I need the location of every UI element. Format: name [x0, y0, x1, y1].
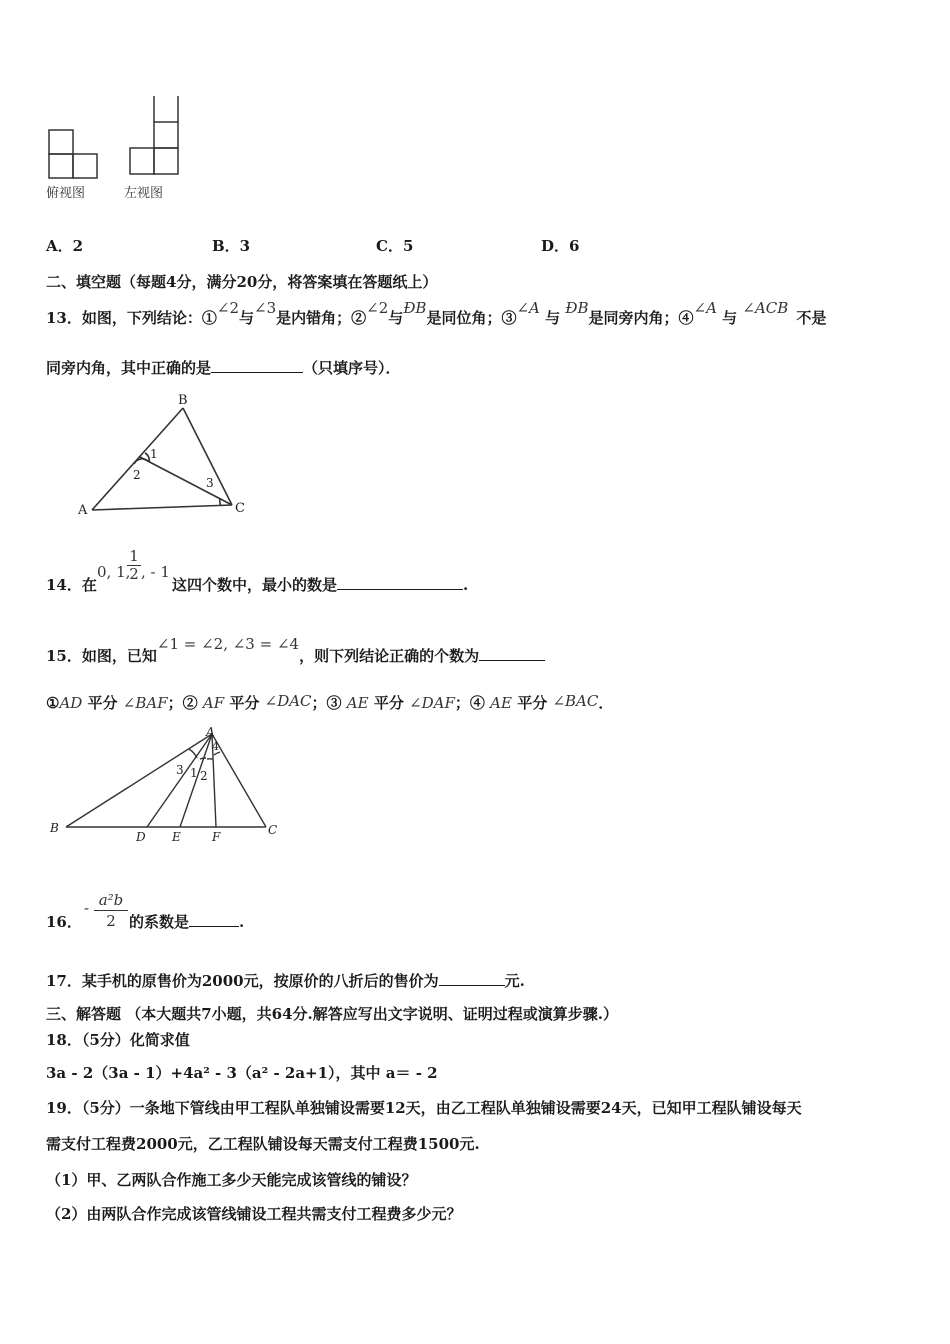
q13-line1: 13．如图，下列结论：①∠2与∠3是内错角；②∠2与ÐB是同位角；③∠A 与 ÐB是同旁内角；④∠A 与 ∠ACB不是: [46, 299, 827, 327]
q15-line1: 15．如图，已知∠1 = ∠2, ∠3 = ∠4，则下列结论正确的个数为: [46, 646, 545, 666]
angle-4: 4: [212, 740, 219, 753]
q19-sub2: （2）由两队合作完成该管线铺设工程共需支付工程费多少元？: [46, 1205, 462, 1223]
section-2-title: 二、填空题（每题4分，满分20分，将答案填在答题纸上）: [46, 273, 438, 291]
answer-blank[interactable]: [337, 575, 463, 590]
q16-text: 的系数是 .: [129, 913, 245, 931]
answer-blank[interactable]: [211, 358, 303, 373]
q19-line1: 19．（5分）一条地下管线由甲工程队单独铺设需要12天，由乙工程队单独铺设需要24天，已知甲工程队铺设每天: [46, 1099, 802, 1117]
answer-blank[interactable]: [439, 971, 505, 986]
option-b: B．3: [212, 237, 251, 255]
option-a: A．2: [46, 237, 84, 255]
label-D: D: [136, 830, 146, 844]
q17: 17．某手机的原售价为2000元，按原价的八折后的售价为 元.: [46, 972, 525, 990]
q14-text: 这四个数中，最小的数是 .: [172, 576, 469, 594]
label-B: B: [178, 393, 188, 408]
label-A: A: [206, 725, 215, 739]
q19-sub1: （1）甲、乙两队合作施工多少天能完成该管线的铺设？: [46, 1171, 417, 1189]
label-E: E: [172, 830, 181, 844]
left-view-drawing: [124, 96, 184, 180]
angle-2: 2: [133, 468, 141, 482]
label-C: C: [235, 501, 245, 516]
q18-title: 18．（5分）化简求值: [46, 1031, 190, 1049]
q14-numbers: 0, 1,: [97, 563, 131, 581]
q18-expression: 3a - 2（3a - 1）+4a² - 3（a² - 2a+1），其中 a＝ - 2: [46, 1064, 438, 1082]
left-view-label: 左视图: [124, 186, 164, 201]
angle-3: 3: [176, 763, 184, 777]
angle-1: 1: [150, 447, 158, 461]
q13-triangle-figure: [70, 388, 260, 523]
answer-blank[interactable]: [189, 912, 239, 927]
q15-triangle-figure: [44, 722, 294, 847]
section-3-title: 三、解答题 （本大题共7小题，共64分.解答应写出文字说明、证明过程或演算步骤.）: [46, 1005, 618, 1023]
option-d: D．6: [541, 237, 580, 255]
label-B: B: [50, 821, 59, 835]
option-c: C．5: [376, 237, 414, 255]
top-view-drawing: [44, 125, 100, 181]
answer-blank[interactable]: [479, 646, 545, 661]
label-F: F: [212, 830, 221, 844]
label-C: C: [268, 823, 278, 837]
q15-line2: ①AD 平分 ∠BAF；② AF 平分 ∠DAC；③ AE 平分 ∠DAF；④ AE 平分 ∠BAC．: [46, 692, 614, 712]
q13-line2: 同旁内角，其中正确的是 （只填序号）．: [46, 359, 401, 377]
angle-1: 1: [190, 766, 198, 780]
q16-num: 16．: [46, 913, 82, 931]
label-A: A: [78, 503, 88, 518]
angle-3: 3: [206, 476, 214, 490]
q14: 14．在: [46, 576, 97, 594]
angle-2: 2: [200, 769, 208, 783]
q19-line2: 需支付工程费2000元，乙工程队铺设每天需支付工程费1500元.: [46, 1135, 480, 1153]
q14-fraction: 1 2: [127, 548, 141, 583]
top-view-label: 俯视图: [46, 186, 86, 201]
q14-tail: , - 1: [141, 563, 170, 581]
q16-fraction: a²b 2: [94, 890, 128, 931]
q16-minus: -: [84, 899, 90, 917]
